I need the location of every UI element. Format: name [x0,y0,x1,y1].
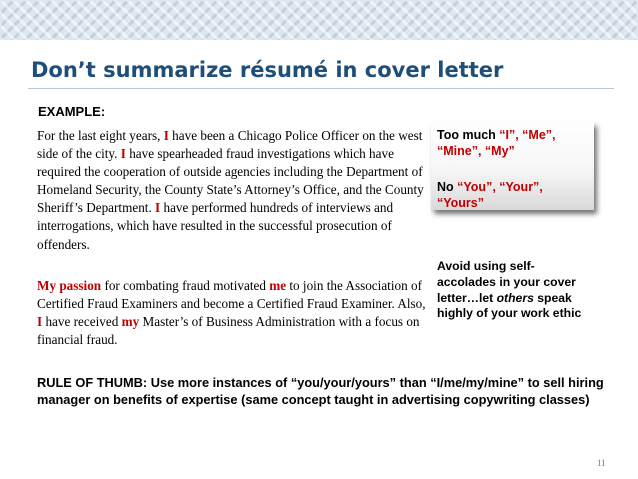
emphasis-text: “You”, “Your”, “Yours” [437,180,543,210]
emphasis-text: My [37,278,57,293]
emphasis-text: I [155,200,161,216]
emphasis-text: me [269,278,287,293]
emphasis-text: my [121,314,140,330]
advice-note [437,259,587,322]
emphasis-text: I [37,314,43,330]
slide-title: Don’t summarize résumé in cover letter [31,58,504,82]
page-number: 11 [597,458,606,468]
title-divider [28,88,614,89]
text-run: No [437,180,458,194]
example-label: EXAMPLE: [38,104,106,119]
text-run: Too much [437,128,500,142]
emphasis-text: I [163,128,169,143]
text-run: For the last eight years, [37,128,164,143]
advice-text-after: speak highly of your work ethic [437,290,582,321]
callout-no-you [437,179,587,211]
text-run: for combating fraud motivated [101,278,270,293]
text-run: have been a Chicago Police Officer on the west side of the city. [37,128,423,162]
text-run: have performed hundreds of interviews and interrogations, which have resulted in the successful prosecution of offenders. [37,200,394,252]
advice-emphasis: others [496,290,534,305]
example-paragraph-2 [37,277,432,349]
advice-text-before: Avoid using self-accolades in your cover letter…let [437,259,576,305]
example-paragraph-1 [37,127,432,254]
text-run: to join the Association of Certified Fraud Examiners and become a Certified Fraud Examiner. Also, [37,278,426,312]
text-run: have spearheaded fraud investigations which have required the cooperation of outside agencies including the Department of Homeland Security, the County State’s Attorney’s Office, and the County Sheriff’s Department. [37,146,424,216]
callout-too-much [437,127,587,159]
rule-of-thumb: RULE OF THUMB: Use more instances of “you/your/yours” than “I/me/my/mine” to sell hiring manager on benefits of expertise (same concept taught in advertising copywriting classes) [37,375,604,407]
emphasis-text: passion [59,278,102,293]
text-run: Master’s of Business Administration with a focus on financial fraud. [37,314,420,348]
emphasis-text: I [120,146,126,162]
emphasis-text: “I”, “Me”, “Mine”, “My” [437,128,556,158]
header-pattern-band [0,0,638,40]
text-run: have received [42,314,122,330]
